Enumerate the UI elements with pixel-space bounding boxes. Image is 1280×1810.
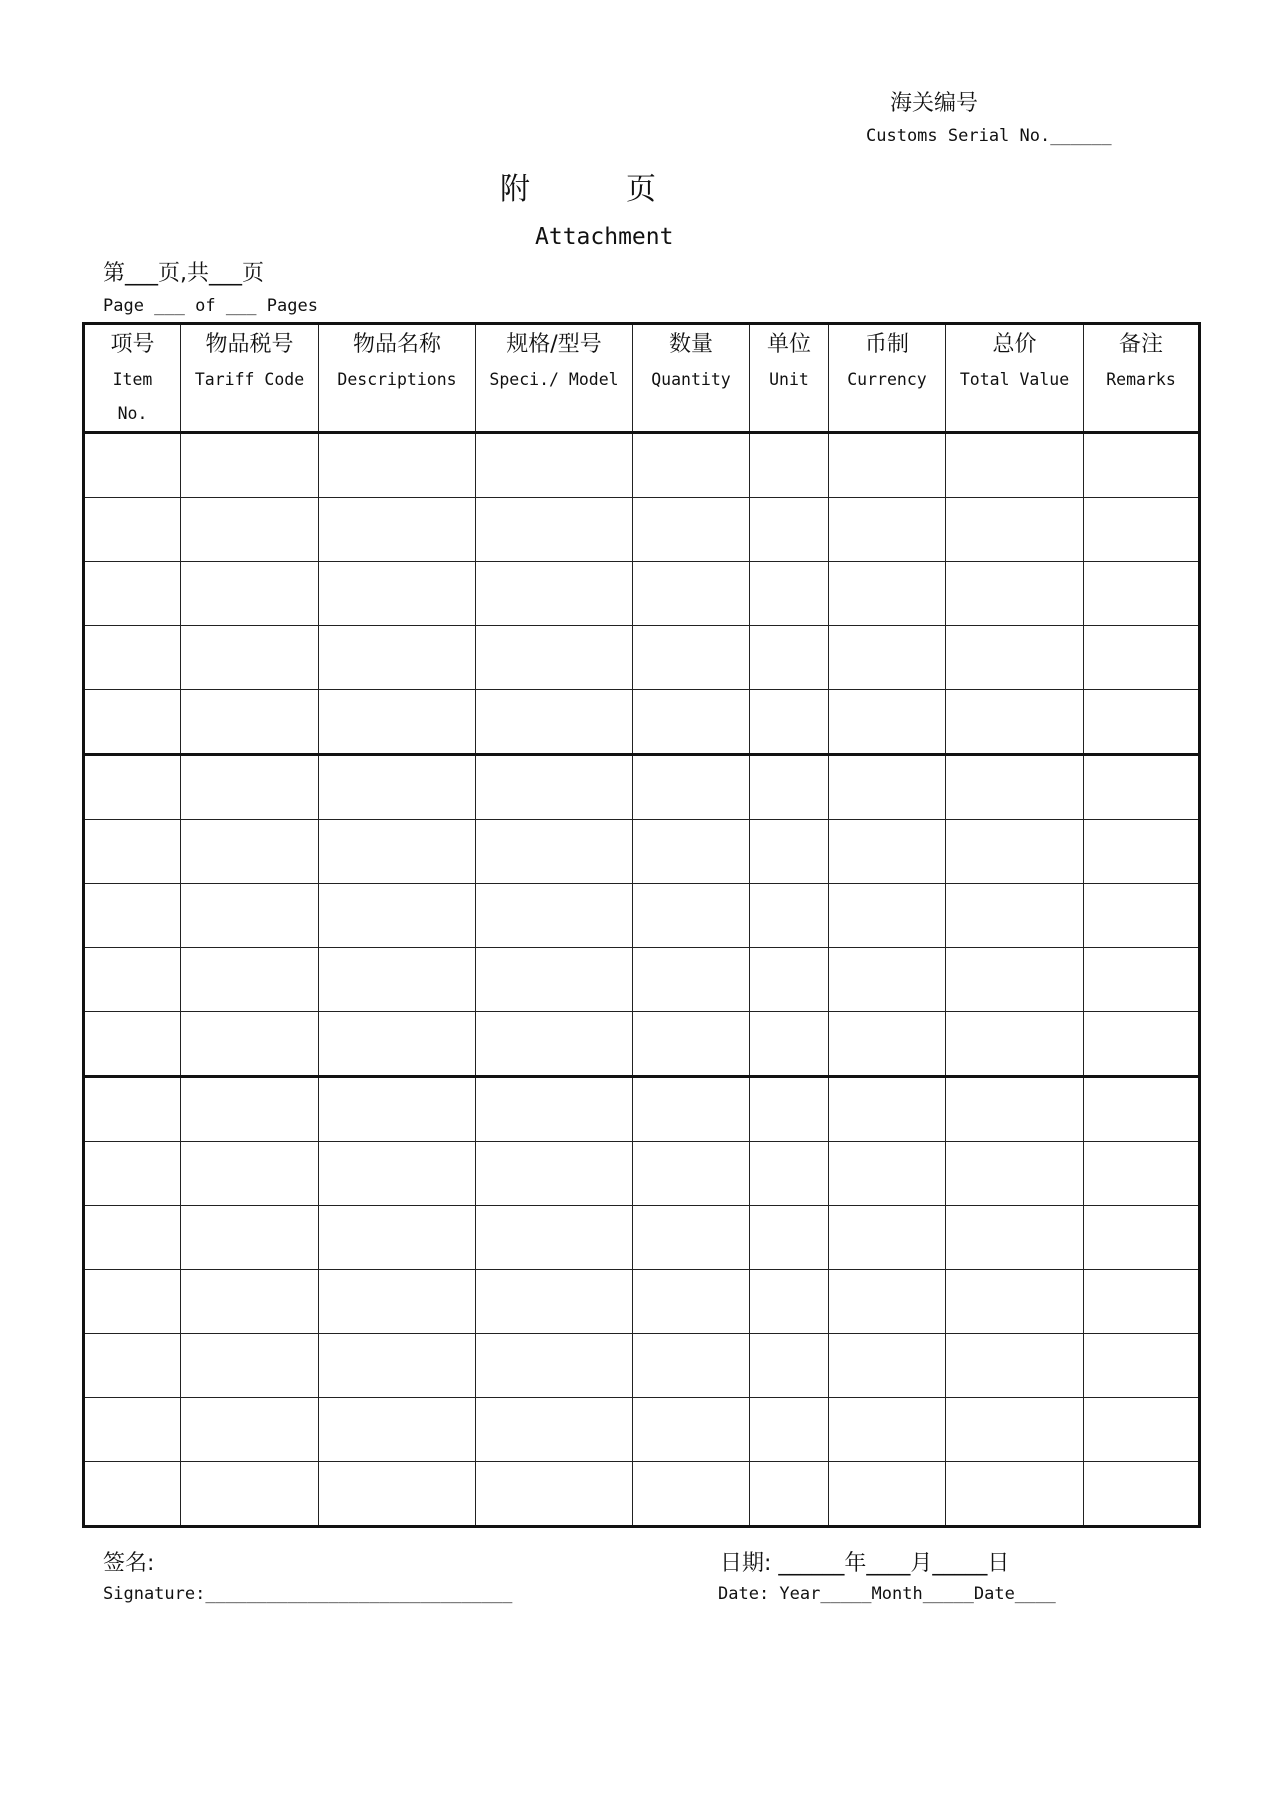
table-cell[interactable]	[84, 1462, 181, 1527]
table-cell[interactable]	[181, 562, 319, 626]
table-cell[interactable]	[84, 948, 181, 1012]
table-row	[84, 1077, 1200, 1142]
table-cell[interactable]	[750, 433, 829, 498]
table-cell[interactable]	[1084, 1206, 1200, 1270]
table-body	[84, 433, 1200, 1527]
column-header-cn: 单位	[766, 332, 811, 357]
table-cell[interactable]	[319, 433, 476, 498]
signature-label-cn: 签名:	[103, 1551, 155, 1576]
table-cell[interactable]	[476, 1270, 633, 1334]
table-cell[interactable]	[946, 1206, 1084, 1270]
column-header-currency	[829, 324, 946, 433]
table-cell[interactable]	[946, 562, 1084, 626]
table-cell[interactable]	[750, 690, 829, 755]
table-cell[interactable]	[476, 498, 633, 562]
table-cell[interactable]	[319, 626, 476, 690]
table-cell[interactable]	[476, 626, 633, 690]
page-title-cn: 附页	[500, 172, 752, 207]
table-cell[interactable]	[750, 1077, 829, 1142]
column-header-en: Tariff Code	[194, 370, 305, 389]
table-cell[interactable]	[84, 433, 181, 498]
table-cell[interactable]	[633, 433, 750, 498]
table-row	[84, 1206, 1200, 1270]
column-header-en: Quantity	[651, 370, 731, 389]
table-row	[84, 433, 1200, 498]
table-cell[interactable]	[319, 884, 476, 948]
table-cell[interactable]	[1084, 1462, 1200, 1527]
table-cell[interactable]	[750, 884, 829, 948]
table-row	[84, 690, 1200, 755]
table-cell[interactable]	[750, 1206, 829, 1270]
table-cell[interactable]	[319, 498, 476, 562]
table-cell[interactable]	[476, 884, 633, 948]
table-cell[interactable]	[1084, 562, 1200, 626]
table-cell[interactable]	[1084, 498, 1200, 562]
page-count-en: Page ___ of ___ Pages	[103, 296, 318, 316]
table-cell[interactable]	[750, 948, 829, 1012]
table-cell[interactable]	[476, 1012, 633, 1077]
table-row	[84, 1270, 1200, 1334]
table-cell[interactable]	[946, 1077, 1084, 1142]
table-cell[interactable]	[319, 1462, 476, 1527]
table-cell[interactable]	[1084, 820, 1200, 884]
table-cell[interactable]	[319, 820, 476, 884]
table-cell[interactable]	[946, 626, 1084, 690]
table-cell[interactable]	[1084, 1398, 1200, 1462]
table-cell[interactable]	[181, 820, 319, 884]
column-header-quantity	[633, 324, 750, 433]
table-cell[interactable]	[181, 498, 319, 562]
table-cell[interactable]	[829, 562, 946, 626]
table-cell[interactable]	[633, 562, 750, 626]
table-row	[84, 755, 1200, 820]
table-cell[interactable]	[946, 820, 1084, 884]
table-row	[84, 1012, 1200, 1077]
table-cell[interactable]	[476, 1206, 633, 1270]
table-cell[interactable]	[181, 755, 319, 820]
page-title-en: Attachment	[535, 224, 674, 250]
table-cell[interactable]	[829, 948, 946, 1012]
table-cell[interactable]	[319, 1142, 476, 1206]
table-cell[interactable]	[750, 820, 829, 884]
customs-serial-label-cn: 海关编号	[890, 91, 979, 116]
column-header-en: Total Value	[959, 370, 1070, 389]
table-cell[interactable]	[181, 1012, 319, 1077]
column-header-cn: 备注	[1118, 332, 1163, 357]
table-cell[interactable]	[946, 1398, 1084, 1462]
column-header-descriptions	[319, 324, 476, 433]
table-cell[interactable]	[750, 1398, 829, 1462]
table-cell[interactable]	[1084, 1334, 1200, 1398]
table-header-row	[84, 324, 1200, 433]
table-cell[interactable]	[84, 1334, 181, 1398]
column-header-item-no	[84, 324, 181, 433]
table-cell[interactable]	[181, 948, 319, 1012]
table-cell[interactable]	[946, 1462, 1084, 1527]
table-cell[interactable]	[946, 1270, 1084, 1334]
table-cell[interactable]	[84, 1012, 181, 1077]
table-cell[interactable]	[633, 626, 750, 690]
table-cell[interactable]	[946, 884, 1084, 948]
column-header-cn: 数量	[668, 332, 713, 357]
table-cell[interactable]	[633, 1012, 750, 1077]
table-cell[interactable]	[476, 755, 633, 820]
table-cell[interactable]	[476, 433, 633, 498]
table-cell[interactable]	[946, 755, 1084, 820]
table-cell[interactable]	[633, 1462, 750, 1527]
table-cell[interactable]	[829, 884, 946, 948]
table-cell[interactable]	[1084, 690, 1200, 755]
table-cell[interactable]	[181, 1462, 319, 1527]
table-cell[interactable]	[633, 884, 750, 948]
table-cell[interactable]	[476, 948, 633, 1012]
table-cell[interactable]	[181, 1270, 319, 1334]
column-header-cn: 规格/型号	[506, 332, 602, 357]
page-count-cn: 第___页,共___页	[103, 261, 264, 286]
column-header-en: Remarks	[1106, 370, 1176, 389]
date-label-cn: 日期: ______年____月_____日	[720, 1551, 1010, 1576]
table-cell[interactable]	[319, 755, 476, 820]
table-cell[interactable]	[633, 1142, 750, 1206]
table-cell[interactable]	[946, 690, 1084, 755]
table-row	[84, 1398, 1200, 1462]
column-header-en: Item No.	[112, 370, 153, 423]
column-header-en: Descriptions	[337, 370, 457, 389]
table-cell[interactable]	[750, 1462, 829, 1527]
table-cell[interactable]	[829, 433, 946, 498]
column-header-unit	[750, 324, 829, 433]
table-cell[interactable]	[319, 690, 476, 755]
table-cell[interactable]	[633, 948, 750, 1012]
table-cell[interactable]	[319, 1206, 476, 1270]
table-cell[interactable]	[829, 626, 946, 690]
table-cell[interactable]	[829, 1142, 946, 1206]
table-cell[interactable]	[829, 755, 946, 820]
table-cell[interactable]	[829, 1012, 946, 1077]
table-cell[interactable]	[319, 948, 476, 1012]
table-cell[interactable]	[1084, 1077, 1200, 1142]
table-cell[interactable]	[1084, 433, 1200, 498]
table-cell[interactable]	[84, 1398, 181, 1462]
table-cell[interactable]	[476, 1334, 633, 1398]
table-cell[interactable]	[829, 1077, 946, 1142]
table-cell[interactable]	[750, 1012, 829, 1077]
table-cell[interactable]	[1084, 1270, 1200, 1334]
column-header-en: Unit	[769, 370, 809, 389]
table-cell[interactable]	[319, 562, 476, 626]
date-field[interactable]: Date: Year_____Month_____Date____	[718, 1584, 1056, 1604]
table-cell[interactable]	[181, 1142, 319, 1206]
attachment-items-table	[82, 322, 1201, 1528]
table-cell[interactable]	[829, 498, 946, 562]
table-cell[interactable]	[476, 1398, 633, 1462]
table-cell[interactable]	[84, 690, 181, 755]
table-cell[interactable]	[750, 626, 829, 690]
table-cell[interactable]	[750, 1142, 829, 1206]
table-cell[interactable]	[476, 690, 633, 755]
table-cell[interactable]	[476, 562, 633, 626]
table-cell[interactable]	[633, 1206, 750, 1270]
table-cell[interactable]	[829, 820, 946, 884]
table-cell[interactable]	[946, 1142, 1084, 1206]
table-cell[interactable]	[750, 562, 829, 626]
table-cell[interactable]	[84, 820, 181, 884]
table-cell[interactable]	[84, 755, 181, 820]
table-cell[interactable]	[84, 1077, 181, 1142]
column-header-en: Speci./ Model	[489, 370, 619, 389]
table-row	[84, 820, 1200, 884]
table-cell[interactable]	[181, 884, 319, 948]
column-header-cn: 总价	[992, 332, 1037, 357]
table-cell[interactable]	[181, 1206, 319, 1270]
customs-serial-label-en: Customs Serial No.______	[866, 126, 1112, 146]
table-cell[interactable]	[84, 1206, 181, 1270]
table-cell[interactable]	[750, 1270, 829, 1334]
table-row	[84, 626, 1200, 690]
table-cell[interactable]	[476, 1142, 633, 1206]
table-cell[interactable]	[84, 1270, 181, 1334]
table-cell[interactable]	[84, 1142, 181, 1206]
table-cell[interactable]	[84, 562, 181, 626]
table-cell[interactable]	[1084, 948, 1200, 1012]
table-cell[interactable]	[181, 1334, 319, 1398]
column-header-speci-model	[476, 324, 633, 433]
table-row	[84, 562, 1200, 626]
table-cell[interactable]	[476, 1462, 633, 1527]
column-header-total-value	[946, 324, 1084, 433]
table-cell[interactable]	[319, 1270, 476, 1334]
table-cell[interactable]	[946, 1334, 1084, 1398]
table-cell[interactable]	[633, 1334, 750, 1398]
table-cell[interactable]	[946, 948, 1084, 1012]
table-cell[interactable]	[633, 690, 750, 755]
table-cell[interactable]	[319, 1334, 476, 1398]
signature-field[interactable]: Signature:______________________________	[103, 1584, 513, 1604]
table-cell[interactable]	[319, 1398, 476, 1462]
table-cell[interactable]	[319, 1077, 476, 1142]
table-cell[interactable]	[829, 1270, 946, 1334]
table-cell[interactable]	[750, 1334, 829, 1398]
table-row	[84, 1142, 1200, 1206]
column-header-cn: 项号	[110, 332, 155, 357]
table-cell[interactable]	[1084, 1142, 1200, 1206]
table-cell[interactable]	[181, 1077, 319, 1142]
table-cell[interactable]	[946, 1012, 1084, 1077]
table-cell[interactable]	[476, 1077, 633, 1142]
table-row	[84, 1334, 1200, 1398]
column-header-en: Currency	[847, 370, 927, 389]
table-cell[interactable]	[633, 498, 750, 562]
table-row	[84, 1462, 1200, 1527]
table-cell[interactable]	[829, 690, 946, 755]
table-cell[interactable]	[750, 498, 829, 562]
table-cell[interactable]	[84, 626, 181, 690]
column-header-tariff-code	[181, 324, 319, 433]
column-header-cn: 物品名称	[352, 332, 441, 357]
table-cell[interactable]	[1084, 884, 1200, 948]
table-cell[interactable]	[181, 690, 319, 755]
table-row	[84, 884, 1200, 948]
table-cell[interactable]	[829, 1206, 946, 1270]
column-header-remarks	[1084, 324, 1200, 433]
table-cell[interactable]	[319, 1012, 476, 1077]
table-cell[interactable]	[1084, 1012, 1200, 1077]
table-cell[interactable]	[633, 1077, 750, 1142]
table-cell[interactable]	[1084, 626, 1200, 690]
column-header-cn: 物品税号	[205, 332, 294, 357]
table-cell[interactable]	[633, 1270, 750, 1334]
table-row	[84, 948, 1200, 1012]
table-row	[84, 498, 1200, 562]
column-header-cn: 币制	[864, 332, 909, 357]
table-cell[interactable]	[476, 820, 633, 884]
table-cell[interactable]	[181, 1398, 319, 1462]
table-cell[interactable]	[633, 755, 750, 820]
table-cell[interactable]	[84, 884, 181, 948]
table-cell[interactable]	[1084, 755, 1200, 820]
table-cell[interactable]	[750, 755, 829, 820]
table-cell[interactable]	[829, 1398, 946, 1462]
table-cell[interactable]	[181, 626, 319, 690]
table-cell[interactable]	[829, 1462, 946, 1527]
table-cell[interactable]	[181, 433, 319, 498]
table-cell[interactable]	[84, 498, 181, 562]
table-cell[interactable]	[633, 1398, 750, 1462]
table-cell[interactable]	[946, 433, 1084, 498]
table-cell[interactable]	[829, 1334, 946, 1398]
table-cell[interactable]	[633, 820, 750, 884]
table-cell[interactable]	[946, 498, 1084, 562]
